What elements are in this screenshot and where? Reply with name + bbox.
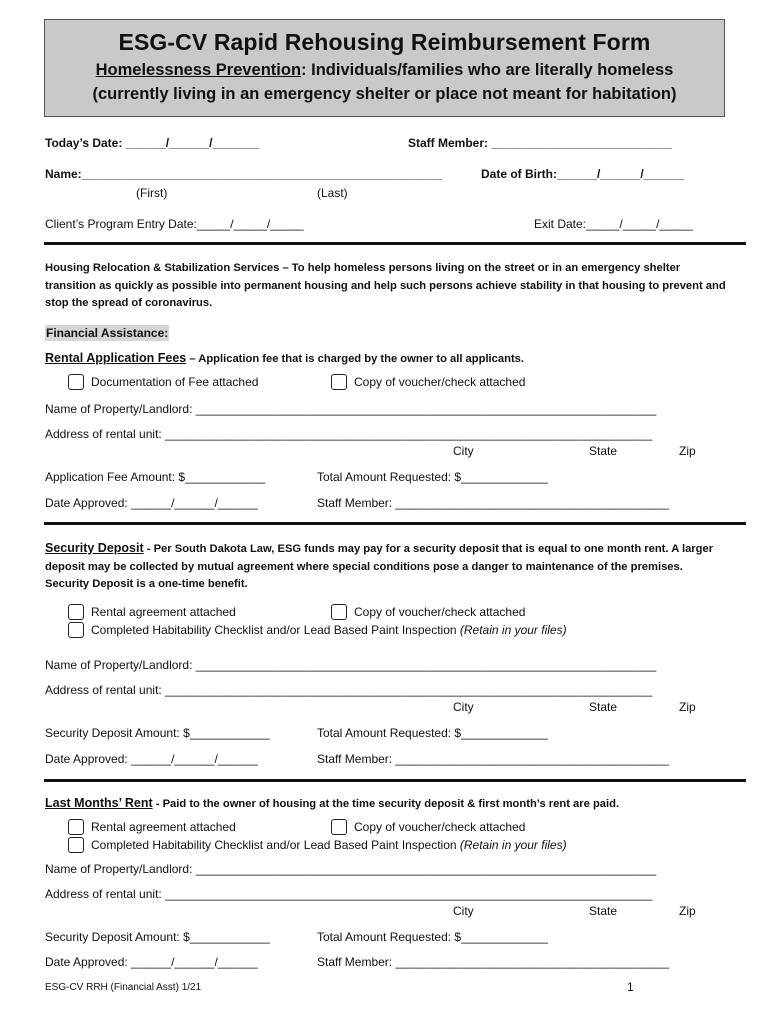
lm-voucher-option[interactable] [331,819,525,835]
rental-app-heading-row [45,351,524,365]
security-deposit-heading: Security Deposit [45,541,144,555]
state-label: State [589,904,618,918]
sd-date-approved-field[interactable]: Date Approved: ______/______/______ [45,752,258,766]
sd-rental-agreement-option[interactable] [68,604,236,620]
state-label: State [589,444,618,458]
last-name-label: (Last) [317,186,348,200]
section-divider [44,779,746,782]
date-of-birth-field[interactable]: Date of Birth:______/______/______ [481,167,684,181]
sd-address-field[interactable]: Address of rental unit: _________________________________________________________________________ [45,683,653,697]
checkbox[interactable] [68,622,84,638]
sd-habitability-option[interactable] [68,622,567,638]
security-deposit-desc: - Per South Dakota Law, ESG funds may pay for a security deposit that is equal to one month rent. A larger deposit may be collected by mutual agreement where special conditions pose a danger to maintenance of the premises. Security Deposit is a one-time benefit. [45,543,714,590]
city-label: City [453,700,474,714]
rental-app-heading: Rental Application Fees [45,351,187,365]
rental-app-fee-doc-option[interactable] [68,374,258,390]
rental-app-staff-member-field[interactable]: Staff Member: _________________________________________ [317,496,670,510]
first-name-label: (First) [136,186,168,200]
section-divider [44,522,746,525]
zip-label: Zip [679,444,696,458]
application-fee-amount-field[interactable]: Application Fee Amount: $____________ [45,470,266,484]
security-deposit-amount-field[interactable]: Security Deposit Amount: $____________ [45,726,270,740]
checkbox-label: Copy of voucher/check attached [354,605,526,619]
checkbox[interactable] [68,604,84,620]
checkbox[interactable] [68,374,84,390]
checkbox-label: Copy of voucher/check attached [354,375,526,389]
page-number: 1 [627,980,634,994]
checkbox-label: Copy of voucher/check attached [354,820,526,834]
lm-total-requested-field[interactable]: Total Amount Requested: $_____________ [317,930,548,944]
checkbox-label-text: Completed Habitability Checklist and/or Lead Based Paint Inspection [91,623,460,637]
checkbox-label [91,623,567,637]
lm-habitability-option[interactable] [68,837,567,853]
checkbox[interactable] [68,819,84,835]
footer-form-id: ESG-CV RRH (Financial Asst) 1/21 [45,982,202,993]
zip-label: Zip [679,904,696,918]
checkbox-label-note: (Retain in your files) [459,623,567,637]
zip-label: Zip [679,700,696,714]
form-subtitle [45,61,724,80]
section-divider [44,242,746,245]
last-months-heading-row [45,796,619,810]
security-deposit-paragraph [45,540,730,594]
rental-app-date-approved-field[interactable]: Date Approved: ______/______/______ [45,496,258,510]
rental-app-address-field[interactable]: Address of rental unit: _________________________________________________________________________ [45,427,653,441]
program-entry-date-field[interactable]: Client’s Program Entry Date:_____/_____/_____ [45,217,304,231]
checkbox[interactable] [331,819,347,835]
lm-property-field[interactable]: Name of Property/Landlord: _____________________________________________________________________ [45,862,657,876]
last-months-desc: - Paid to the owner of housing at the time security deposit & first month’s rent are paid. [152,798,620,810]
todays-date-field[interactable]: Today’s Date: ______/______/_______ [45,136,260,150]
rental-app-voucher-option[interactable] [331,374,525,390]
checkbox-label-text: Completed Habitability Checklist and/or Lead Based Paint Inspection [91,838,460,852]
lm-date-approved-field[interactable]: Date Approved: ______/______/______ [45,955,258,969]
rental-app-total-requested-field[interactable]: Total Amount Requested: $_____________ [317,470,548,484]
checkbox-label: Rental agreement attached [91,605,236,619]
form-subtitle-line2: (currently living in an emergency shelter or place not meant for habitation) [92,85,677,103]
form-title: ESG-CV Rapid Rehousing Reimbursement Form [118,29,651,55]
rental-app-desc: – Application fee that is charged by the owner to all applicants. [186,353,524,365]
lm-address-field[interactable]: Address of rental unit: _________________________________________________________________________ [45,887,653,901]
last-months-heading: Last Months’ Rent [45,796,153,810]
checkbox-label: Documentation of Fee attached [91,375,259,389]
sd-staff-member-field[interactable]: Staff Member: _________________________________________ [317,752,670,766]
sd-property-field[interactable]: Name of Property/Landlord: _____________________________________________________________________ [45,658,657,672]
financial-assistance-label: Financial Assistance: [46,326,169,340]
checkbox[interactable] [331,604,347,620]
city-label: City [453,444,474,458]
checkbox-label-note: (Retain in your files) [459,838,567,852]
checkbox[interactable] [331,374,347,390]
city-label: City [453,904,474,918]
name-field[interactable]: Name:______________________________________________________ [45,167,443,181]
intro-paragraph: Housing Relocation & Stabilization Services – To help homeless persons living on the street or in an emergency shelter transition as quickly as possible into permanent housing and help such persons achieve stability in that housing to prevent and stop the spread of coronavirus. [45,262,726,309]
exit-date-field[interactable]: Exit Date:_____/_____/_____ [534,217,693,231]
financial-assistance-heading [45,326,169,340]
sd-voucher-option[interactable] [331,604,525,620]
subtitle-rest: : Individuals/families who are literally homeless [301,61,674,79]
staff-member-field[interactable]: Staff Member: ___________________________ [408,136,672,150]
lm-staff-member-field[interactable]: Staff Member: _________________________________________ [317,955,670,969]
lm-rental-agreement-option[interactable] [68,819,236,835]
subtitle-program: Homelessness Prevention [95,61,302,79]
checkbox-label: Rental agreement attached [91,820,236,834]
lm-amount-field[interactable]: Security Deposit Amount: $____________ [45,930,270,944]
checkbox[interactable] [68,837,84,853]
form-title-box [44,19,725,117]
rental-app-property-field[interactable]: Name of Property/Landlord: _____________________________________________________________________ [45,402,657,416]
checkbox-label [91,838,567,852]
state-label: State [589,700,618,714]
sd-total-requested-field[interactable]: Total Amount Requested: $_____________ [317,726,548,740]
